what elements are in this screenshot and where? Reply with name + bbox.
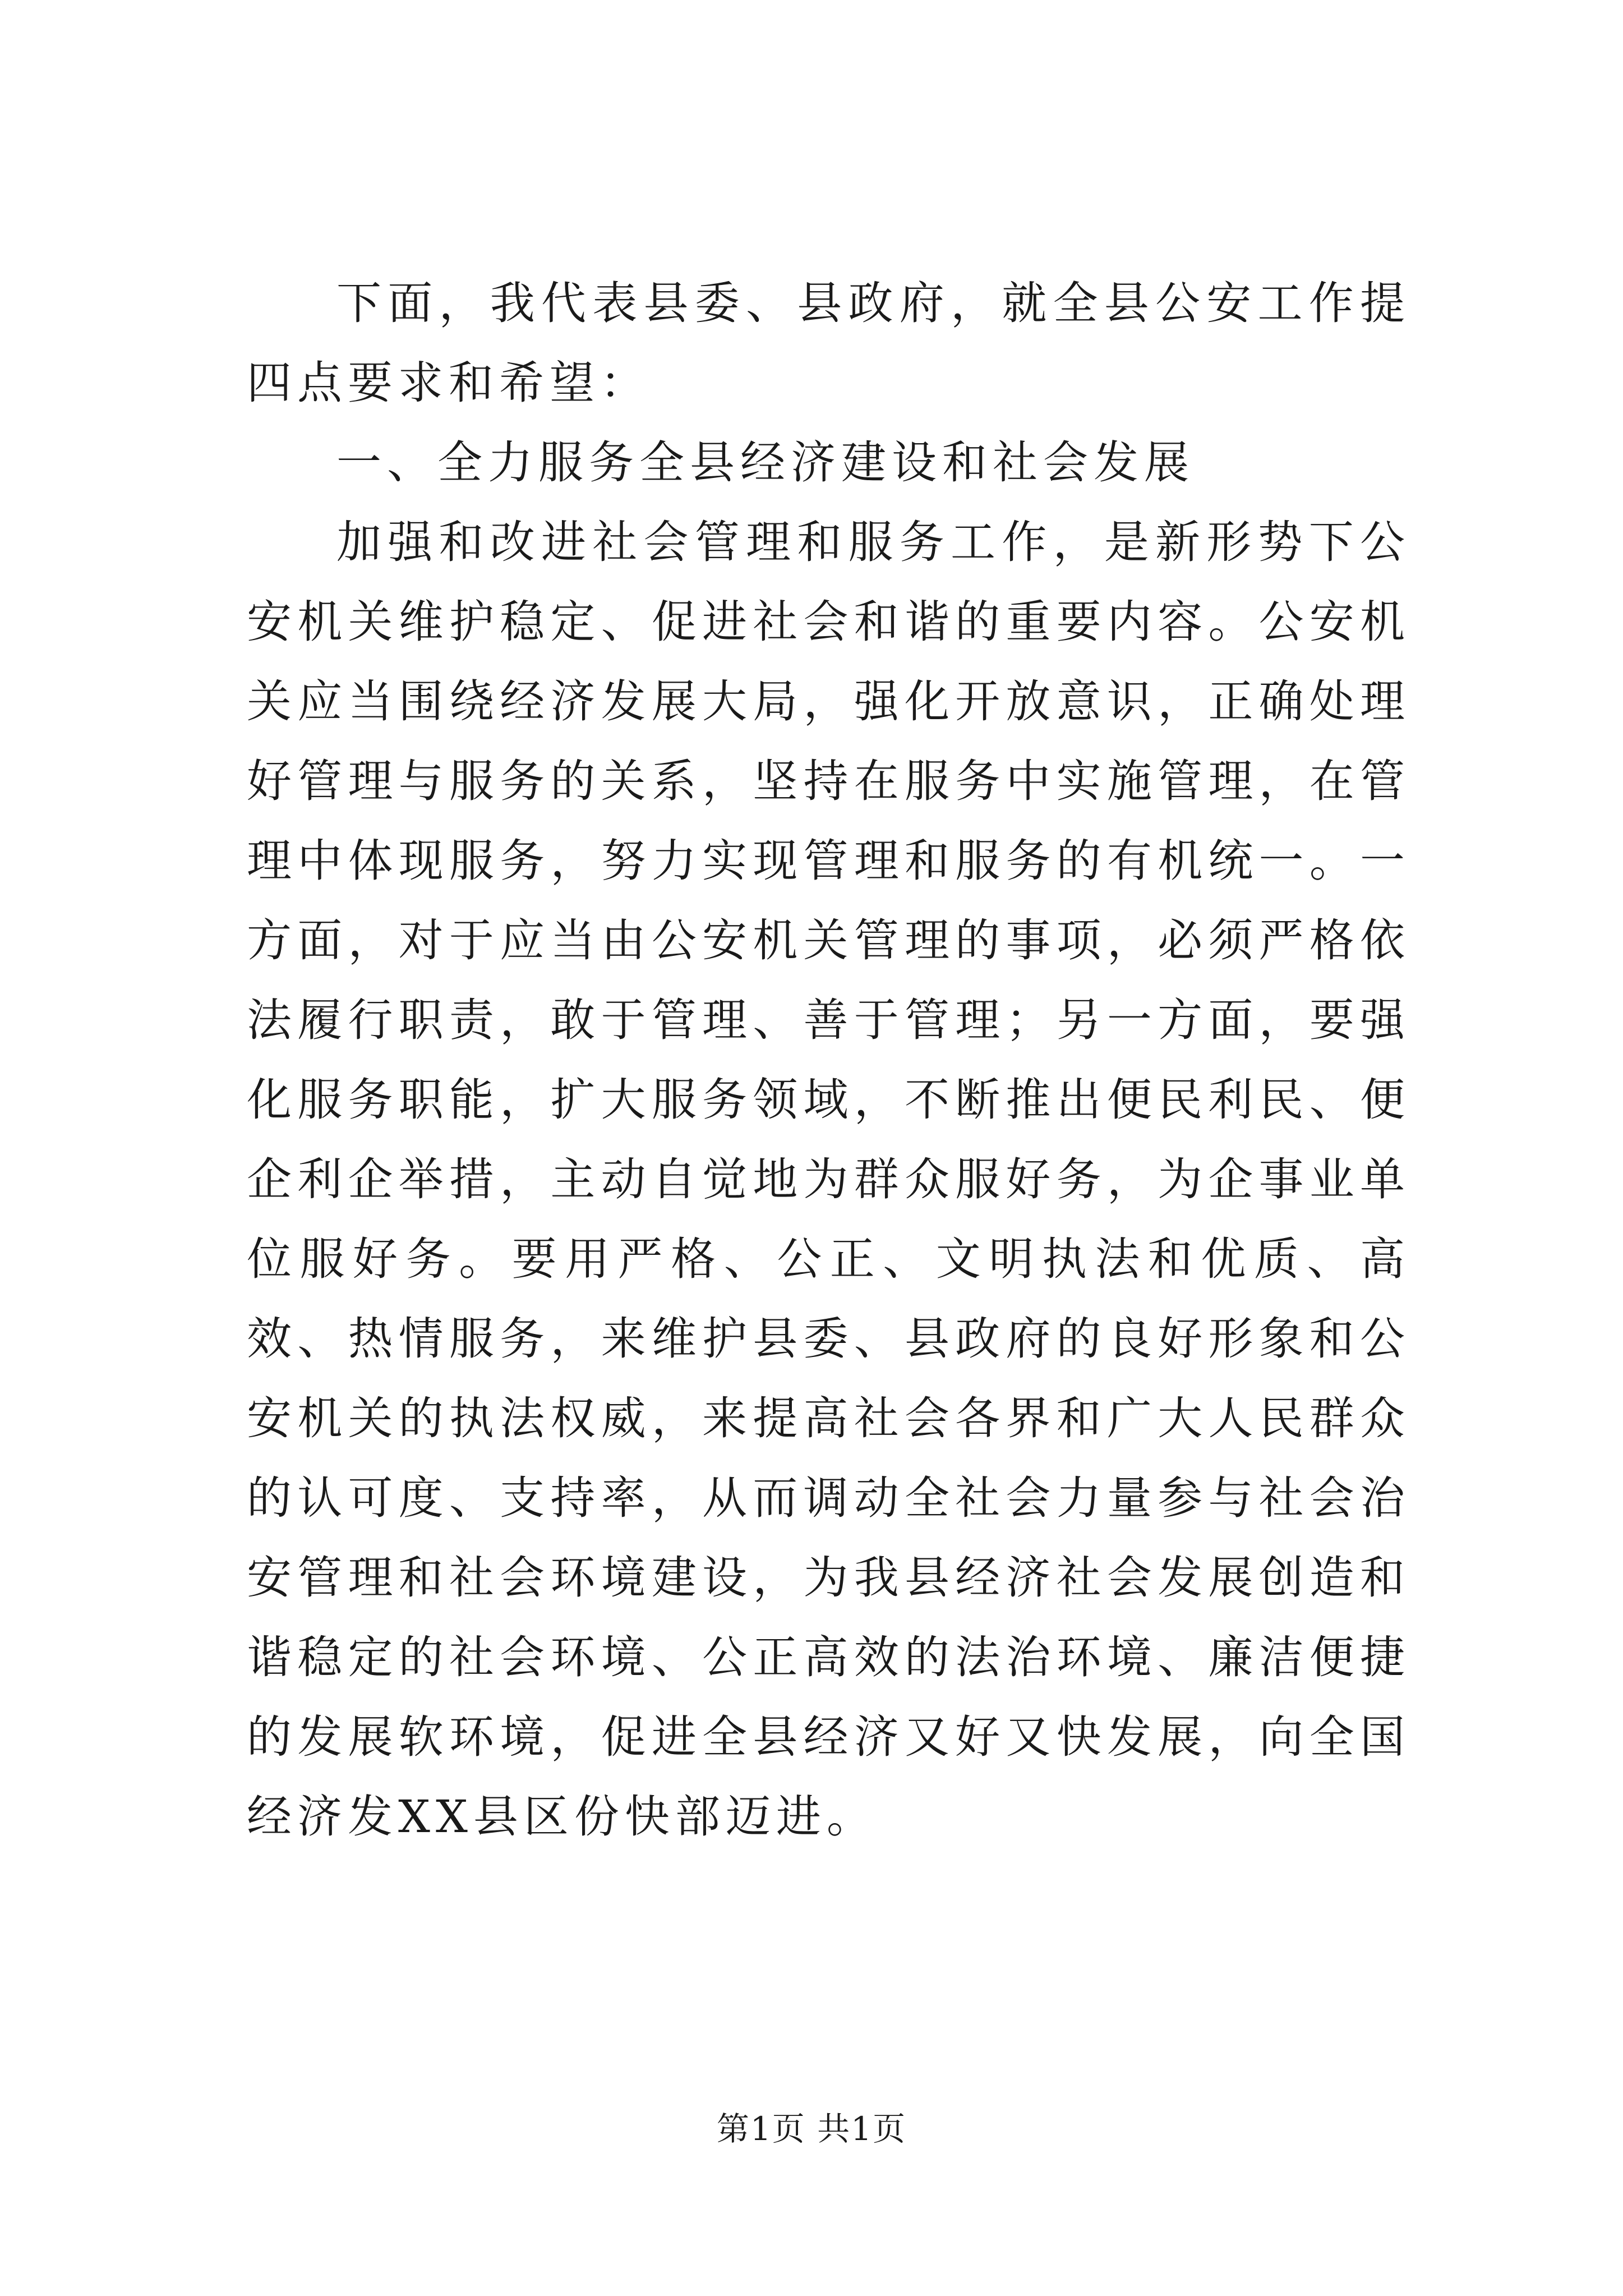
document-body xyxy=(247,264,1410,1857)
page-footer: 第1页 共1页 xyxy=(716,2110,907,2148)
body-paragraph: 加强和改进社会管理和服务工作，是新形势下公安机关维护稳定、促进社会和谐的重要内容。公安机关应当围绕经济发展大局，强化开放意识，正确处理好管理与服务的关系，坚持在服务中实施管理，在管理中体现服务，努力实现管理和服务的有机统一。一方面，对于应当由公安机关管理的事项，必须严格依法履行职责，敢于管理、善于管理；另一方面，要强化服务职能，扩大服务领域，不断推出便民利民、便企利企举措，主动自觉地为群众服好务，为企事业单位服好务。要用严格、公正、文明执法和优质、高效、热情服务，来维护县委、县政府的良好形象和公安机关的执法权威，来提高社会各界和广大人民群众的认可度、支持率，从而调动全社会力量参与社会治安管理和社会环境建设，为我县经济社会发展创造和谐稳定的社会环境、公正高效的法治环境、廉洁便捷的发展软环境，促进全县经济又好又快发展，向全国经济发XX县区份快部迈进。 xyxy=(247,516,1410,1843)
intro-paragraph: 下面，我代表县委、县政府，就全县公安工作提四点要求和希望： xyxy=(247,277,1410,409)
section-heading: 一、全力服务全县经济建设和社会发展 xyxy=(336,436,1195,489)
